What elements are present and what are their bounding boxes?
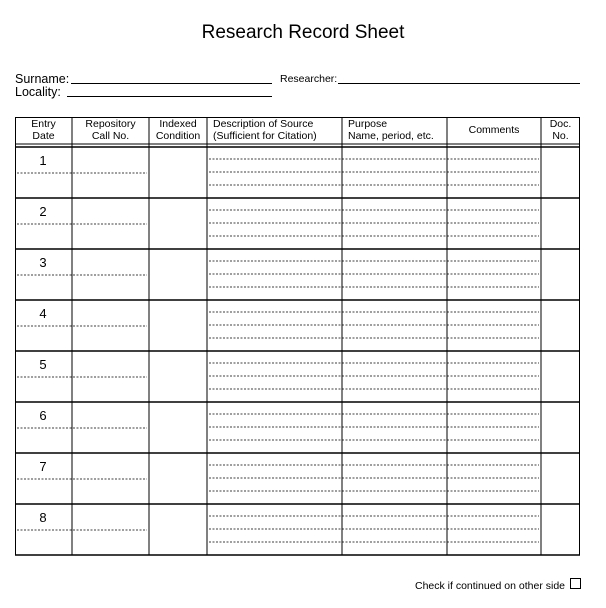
header-entry-date (15, 118, 72, 142)
header-entry-line2: Date (32, 130, 55, 142)
row-number-2: 2 (39, 204, 47, 219)
header-doc-line1: Doc. (549, 118, 572, 130)
locality-field[interactable] (67, 96, 272, 97)
continued-checkbox[interactable] (570, 578, 581, 589)
continued-label: Check if continued on other side (414, 580, 565, 592)
researcher-field[interactable] (338, 83, 580, 84)
header-description-line1: Description of Source (213, 118, 314, 130)
page-title: Research Record Sheet (201, 22, 405, 43)
row-number-3: 3 (39, 255, 47, 270)
research-record-table (15, 117, 580, 557)
header-repository-line1: Repository (85, 118, 136, 130)
row-number-8: 8 (39, 510, 47, 525)
researcher-label: Researcher: (280, 73, 338, 85)
header-entry-line1: Entry (31, 118, 56, 130)
surname-label: Surname: (15, 72, 70, 86)
header-repository-line2: Call No. (91, 130, 130, 142)
surname-field[interactable] (71, 83, 272, 84)
header-doc-line2: No. (552, 130, 569, 142)
header-indexed (149, 118, 207, 142)
table-grid (15, 117, 580, 557)
row-number-6: 6 (39, 408, 47, 423)
header-description-line2: (Sufficient for Citation) (213, 130, 317, 142)
header-indexed-line1: Indexed (159, 118, 197, 130)
header-indexed-line2: Condition (155, 130, 201, 142)
header-comments: Comments (468, 124, 520, 136)
header-repository (72, 118, 149, 142)
row-number-4: 4 (39, 306, 47, 321)
header-doc (541, 118, 580, 142)
header-purpose-line2: Name, period, etc. (348, 130, 434, 142)
header-description (213, 118, 343, 142)
row-number-7: 7 (39, 459, 47, 474)
header-purpose (348, 118, 448, 142)
row-number-1: 1 (39, 153, 47, 168)
header-purpose-line1: Purpose (348, 118, 388, 130)
locality-label: Locality: (15, 85, 61, 99)
row-number-5: 5 (39, 357, 47, 372)
